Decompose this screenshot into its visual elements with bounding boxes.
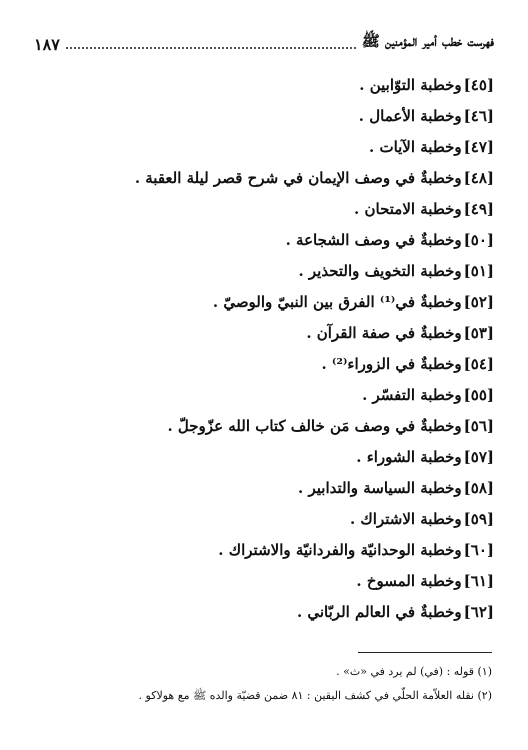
list-item <box>34 225 494 256</box>
entry-number: [٤٩] <box>463 200 494 218</box>
list-item <box>34 597 494 628</box>
entry-number: [٤٨] <box>463 169 494 187</box>
entry-text: وخطبة الوحدانيّة والفردانيّة والاشتراك . <box>218 541 462 559</box>
entry-number: [٥٦] <box>463 417 494 435</box>
entry-text: وخطبة التفسّر . <box>362 386 462 404</box>
page-header <box>34 30 494 54</box>
list-item <box>34 318 494 349</box>
entry-text: وخطبةٌ في وصف الشجاعة . <box>285 231 462 249</box>
entry-number: [٦١] <box>463 572 494 590</box>
entry-text: وخطبة الاشتراك . <box>349 510 462 528</box>
list-item <box>34 411 494 442</box>
footnote-2: (٢) نقله العلاّمة الحلّي في كشف اليقين : ٨١ ضمن قضيّة والده ﷺ مع هولاكو . <box>138 689 492 702</box>
list-item <box>34 101 494 132</box>
entry-text: وخطبةٌ في الزوراء⁽²⁾ . <box>321 355 462 373</box>
entry-number: [٥٣] <box>463 324 494 342</box>
list-item <box>34 566 494 597</box>
list-item <box>34 380 494 411</box>
entry-text: وخطبة الشوراء . <box>356 448 462 466</box>
footnotes <box>30 660 492 708</box>
entry-number: [٥٨] <box>463 479 494 497</box>
entry-text: وخطبةٌ في وصف الإيمان في شرح قصر ليلة العقبة . <box>134 169 462 187</box>
list-item <box>34 473 494 504</box>
running-title: فهرست خطب أمير المؤمنين ﷺ <box>361 32 494 50</box>
entry-text: وخطبة المسوخ . <box>356 572 462 590</box>
entry-text: وخطبة السياسة والتدابير . <box>298 479 462 497</box>
list-item <box>34 163 494 194</box>
entry-text: وخطبة التوّابين . <box>359 76 462 94</box>
entry-text: وخطبةٌ في صفة القرآن . <box>306 324 462 342</box>
entry-number: [٤٦] <box>463 107 494 125</box>
list-item <box>34 287 494 318</box>
list-item <box>34 256 494 287</box>
list-item <box>34 504 494 535</box>
entry-number: [٤٧] <box>463 138 494 156</box>
list-item <box>34 535 494 566</box>
entry-number: [٦٢] <box>463 603 494 621</box>
entry-number: [٥٥] <box>463 386 494 404</box>
entry-number: [٥٤] <box>463 355 494 373</box>
leader-dots <box>66 47 356 49</box>
list-item <box>34 442 494 473</box>
page-number: ١٨٧ <box>34 35 60 54</box>
list-item <box>34 70 494 101</box>
list-item <box>34 349 494 380</box>
entry-text: وخطبة الأعمال . <box>358 107 462 125</box>
list-item <box>34 194 494 225</box>
entry-number: [٥٢] <box>463 293 494 311</box>
entry-number: [٥٩] <box>463 510 494 528</box>
entry-text: وخطبةٌ في العالم الربّاني . <box>296 603 462 621</box>
footnote-1: (١) قوله : (في) لم يرد في «ث» . <box>336 665 492 678</box>
list-item <box>34 132 494 163</box>
entry-text: وخطبةٌ في⁽¹⁾ الفرق بين النبيّ والوصيّ . <box>212 293 462 311</box>
entry-number: [٥١] <box>463 262 494 280</box>
entry-number: [٥٠] <box>463 231 494 249</box>
entry-text: وخطبةٌ في وصف مَن خالف كتاب الله عزّوجلّ . <box>167 417 462 435</box>
entry-number: [٦٠] <box>463 541 494 559</box>
entry-text: وخطبة التخويف والتحذير . <box>298 262 462 280</box>
entry-text: وخطبة الآيات . <box>369 138 462 156</box>
entry-text: وخطبة الامتحان . <box>354 200 462 218</box>
entry-number: [٥٧] <box>463 448 494 466</box>
footnote-separator <box>358 652 492 653</box>
sermon-list <box>34 70 494 628</box>
entry-number: [٤٥] <box>463 76 494 94</box>
